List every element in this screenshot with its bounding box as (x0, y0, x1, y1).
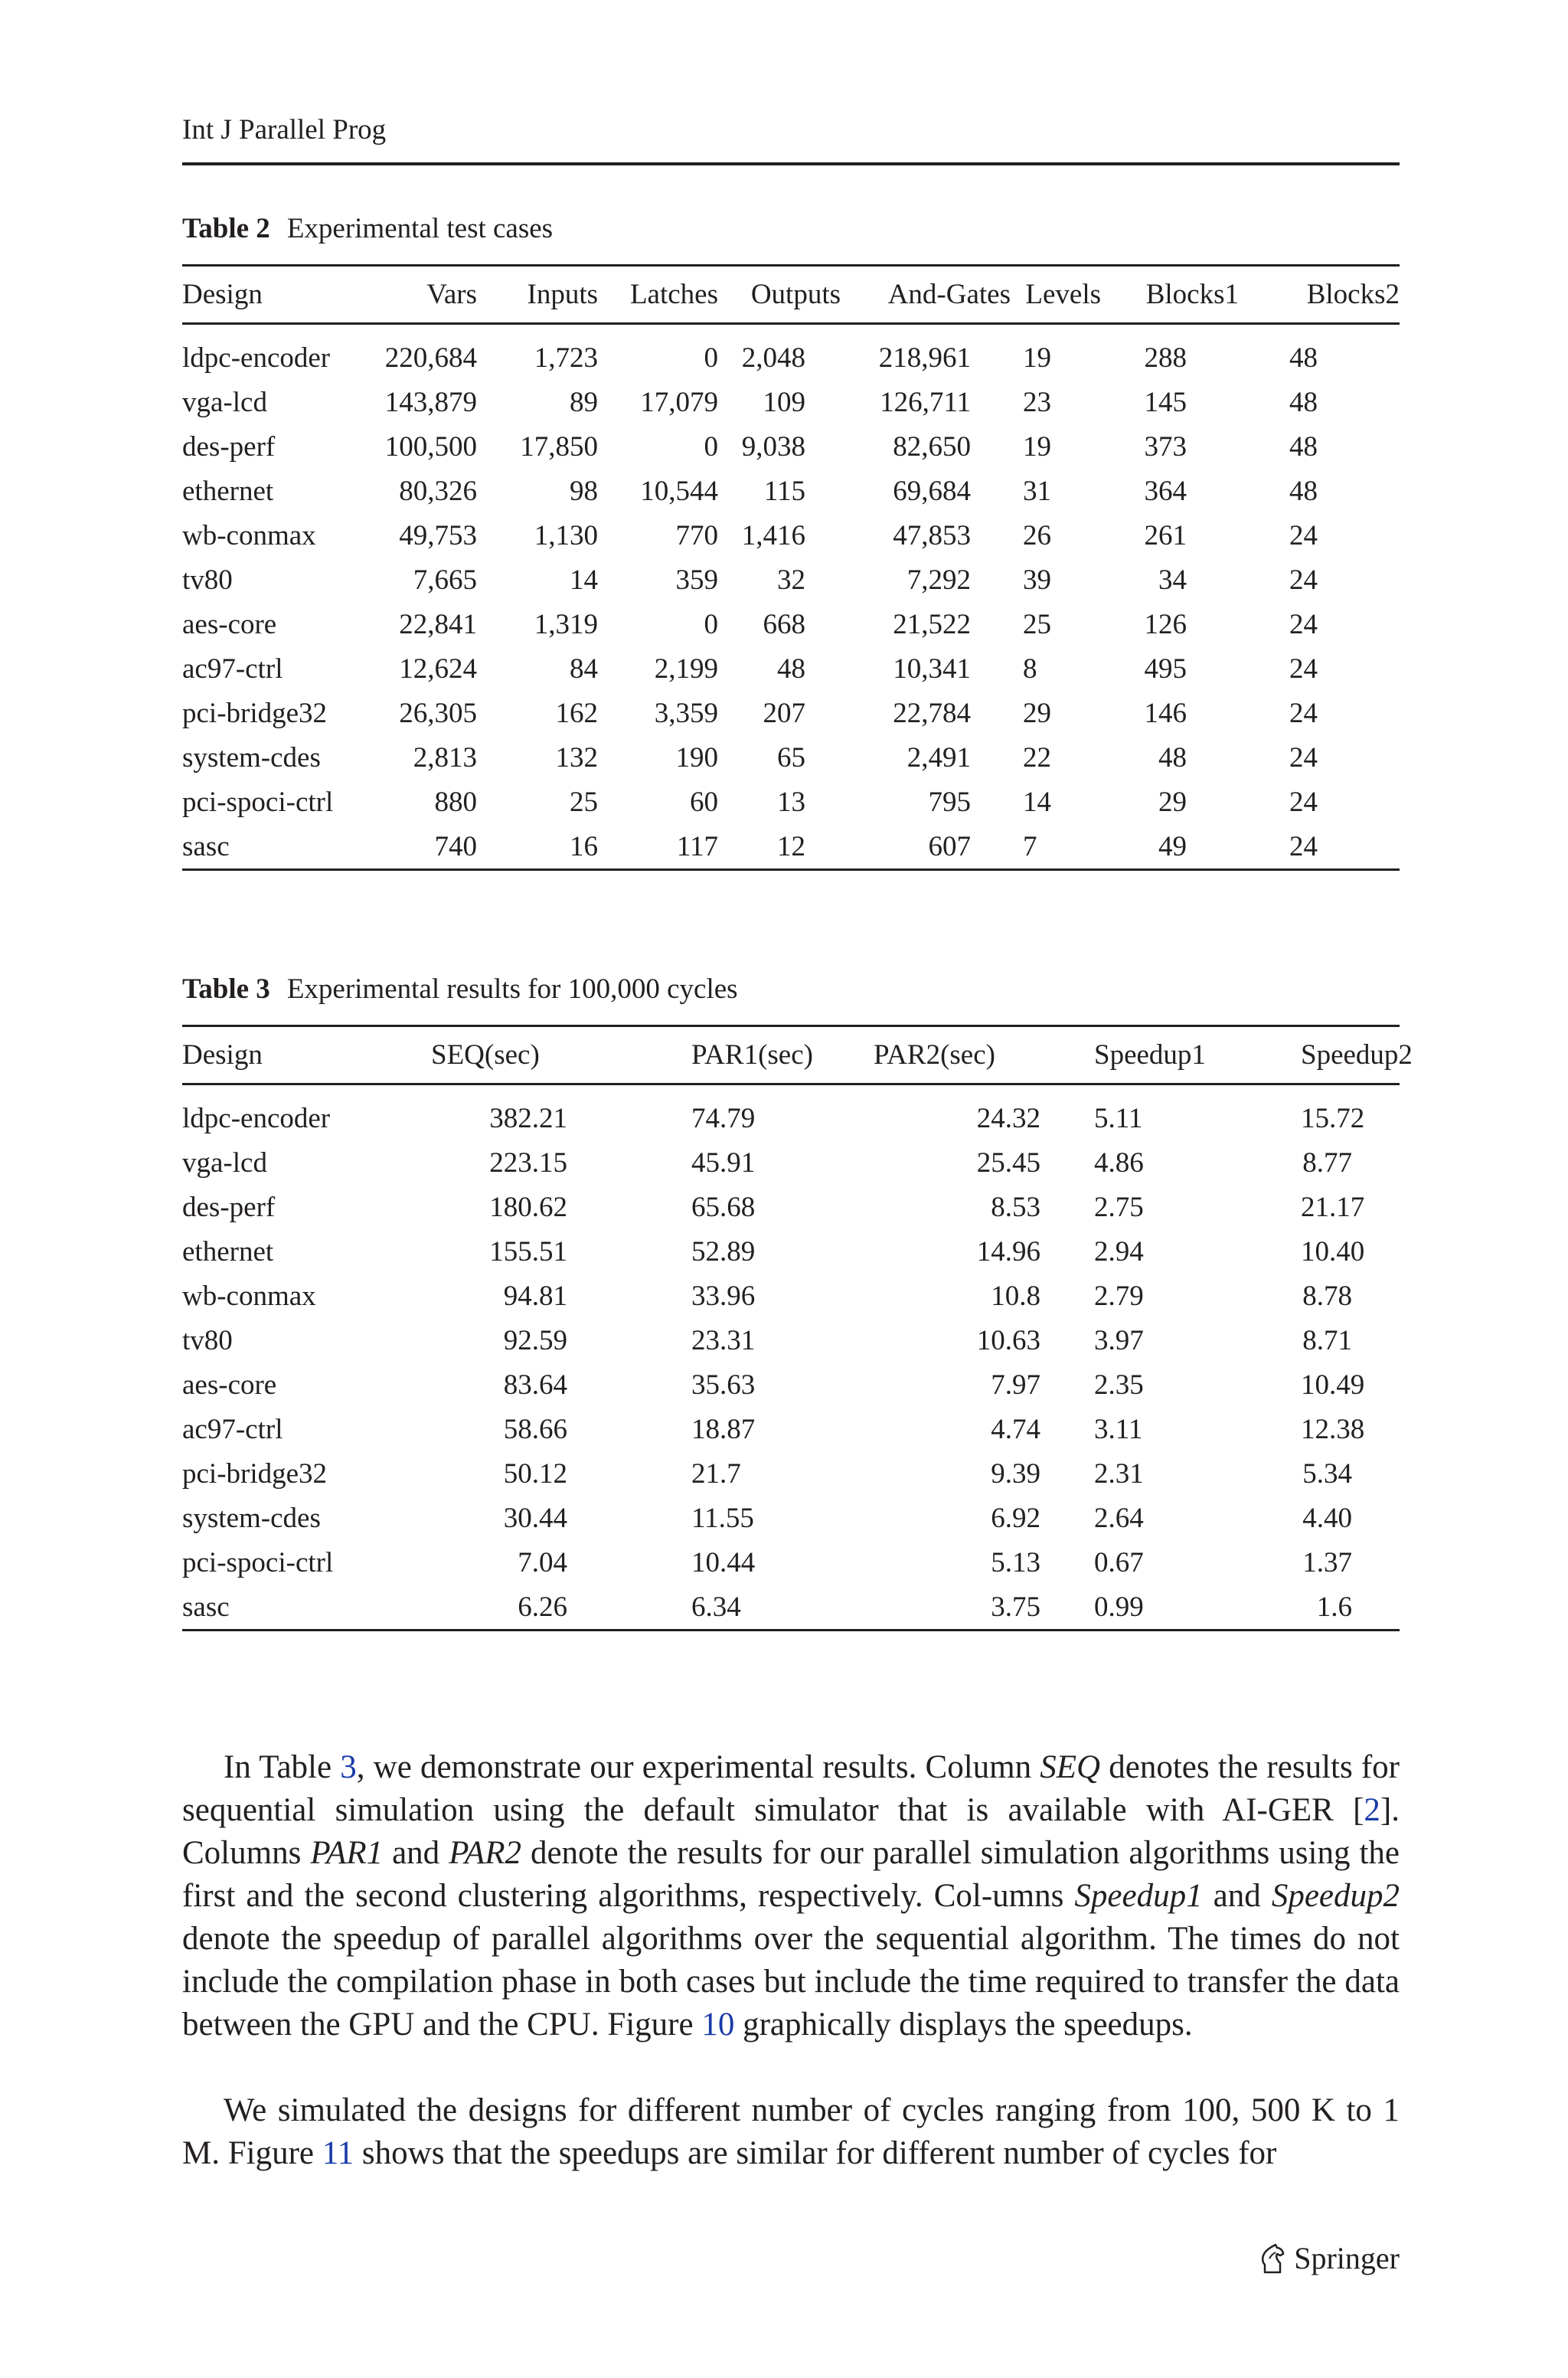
table-cell: 607 (928, 830, 971, 862)
table-cell: 143,879 (384, 386, 477, 418)
table-cell: 74.79 (691, 1102, 756, 1134)
table-cell: 1.37 (1302, 1546, 1352, 1578)
table2-header-outputs: Outputs (750, 279, 841, 310)
table-cell: 33.96 (691, 1280, 756, 1312)
table-cell: vga-lcd (182, 386, 267, 418)
table-row (182, 1185, 1400, 1229)
table-row (182, 1407, 1400, 1451)
table-cell: 21.17 (1301, 1191, 1365, 1223)
table-cell: ac97-ctrl (182, 653, 283, 685)
table-row (182, 1585, 1400, 1631)
table-cell: 12.38 (1301, 1413, 1365, 1445)
table-cell: tv80 (182, 564, 233, 596)
table-cell: 14 (1023, 786, 1051, 818)
table-cell: 7.97 (991, 1369, 1040, 1401)
table-cell: 94.81 (503, 1280, 567, 1312)
table-cell: 5.34 (1302, 1457, 1352, 1490)
table-row (182, 1140, 1400, 1185)
table3-label: Table 3 (182, 973, 270, 1005)
table2-label: Table 2 (182, 213, 270, 244)
table-row (182, 1318, 1400, 1362)
table-cell: 220,684 (384, 342, 477, 374)
header-rule (182, 162, 1400, 165)
table-cell: 2.31 (1094, 1457, 1144, 1490)
table-cell: 39 (1023, 564, 1051, 596)
table3-header-row (182, 1026, 1400, 1084)
table-row (182, 646, 1400, 691)
table-cell: 0.67 (1094, 1546, 1144, 1578)
table-cell: aes-core (182, 608, 277, 640)
table-row (182, 735, 1400, 780)
table-cell: 24 (1289, 564, 1318, 596)
table2-body (182, 324, 1400, 870)
table-cell: 24 (1289, 697, 1318, 729)
table-cell: 207 (763, 697, 805, 729)
table-cell: 18.87 (691, 1413, 756, 1445)
table3-caption (182, 973, 738, 1006)
table2-header-row (182, 266, 1400, 324)
table-cell: 6.26 (518, 1591, 567, 1623)
table-cell: 8.71 (1302, 1324, 1352, 1356)
table-row (182, 324, 1400, 381)
table2-header-levels: Levels (1025, 279, 1101, 310)
table-cell: 668 (763, 608, 805, 640)
table-cell: 12,624 (399, 653, 477, 685)
table-cell: 359 (675, 564, 718, 596)
table-row (182, 1229, 1400, 1274)
table-cell: 880 (434, 786, 477, 818)
paragraph-1: In Table 3, we demonstrate our experimental results. Column SEQ denotes the results for sequential simulation using the default simulator that is available with AI-GER [2]. Columns PAR1 and PAR2 denote the results for our parallel simulation algorithms using the first and the second clustering algorithms, respectively. Col-umns Speedup1 and Speedup2 denote the speedup of parallel algorithms over the sequential algorithm. The times do not include the compilation phase in both cases but include the time required to transfer the data between the GPU and the CPU. Figure 10 graphically displays the speedups. (182, 1749, 1400, 2043)
table-cell: 1,319 (534, 608, 598, 640)
table-cell: 25 (1023, 608, 1051, 640)
table-cell: 2,491 (906, 741, 971, 774)
table-cell: 17,850 (520, 430, 598, 463)
table-cell: wb-conmax (182, 1280, 316, 1312)
table-cell: 4.86 (1094, 1146, 1144, 1179)
table2-header-latches: Latches (629, 279, 718, 310)
table-cell: 2.79 (1094, 1280, 1144, 1312)
table-cell: 48 (777, 653, 805, 685)
table-cell: sasc (182, 830, 230, 862)
table-cell: 45.91 (691, 1146, 756, 1179)
table-cell: 6.92 (991, 1502, 1040, 1534)
table-cell: 10.44 (691, 1546, 756, 1578)
table-cell: des-perf (182, 1191, 276, 1223)
table3-header-par1-sec-: PAR1(sec) (691, 1039, 813, 1071)
table-cell: 795 (928, 786, 971, 818)
table-cell: 364 (1144, 475, 1187, 507)
table-cell: ac97-ctrl (182, 1413, 283, 1445)
table-cell: 19 (1023, 430, 1051, 463)
table-cell: 14.96 (976, 1235, 1040, 1268)
table-row (182, 1362, 1400, 1407)
table-cell: 34 (1158, 564, 1187, 596)
table-cell: aes-core (182, 1369, 277, 1401)
table-cell: 29 (1158, 786, 1187, 818)
table-cell: 145 (1144, 386, 1187, 418)
table-cell: 770 (675, 519, 718, 551)
table-cell: 52.89 (691, 1235, 756, 1268)
table-cell: 24.32 (976, 1102, 1040, 1134)
table-cell: 10,544 (640, 475, 718, 507)
table-cell: 126,711 (880, 386, 971, 418)
springer-horse-icon (1257, 2242, 1288, 2275)
table-cell: 29 (1023, 697, 1051, 729)
table-cell: 7,292 (906, 564, 971, 596)
table-cell: 3.97 (1094, 1324, 1144, 1356)
table-cell: 22 (1023, 741, 1051, 774)
table-cell: 1,416 (741, 519, 805, 551)
table-cell: 0 (704, 430, 718, 463)
table-row (182, 691, 1400, 735)
table-cell: 117 (676, 830, 718, 862)
table-cell: 17,079 (640, 386, 718, 418)
table-cell: 48 (1289, 342, 1318, 374)
table-cell: 89 (570, 386, 598, 418)
table-cell: 48 (1158, 741, 1187, 774)
table-cell: 30.44 (503, 1502, 567, 1534)
ref-table-3[interactable]: 3 (340, 1749, 357, 1785)
table-cell: 80,326 (399, 475, 477, 507)
table-cell: 180.62 (489, 1191, 567, 1223)
table-cell: wb-conmax (182, 519, 316, 551)
table-cell: 21.7 (691, 1457, 741, 1490)
table-cell: 8.77 (1302, 1146, 1352, 1179)
table-row (182, 1274, 1400, 1318)
table-cell: 223.15 (489, 1146, 567, 1179)
table-cell: 190 (675, 741, 718, 774)
table2-header-and-gates: And-Gates (887, 279, 1011, 310)
table-cell: 11.55 (691, 1502, 754, 1534)
table-cell: 155.51 (489, 1235, 567, 1268)
table-cell: 0.99 (1094, 1591, 1144, 1623)
journal-header: Int J Parallel Prog (182, 114, 387, 146)
table-cell: vga-lcd (182, 1146, 267, 1179)
table-row (182, 1496, 1400, 1540)
table-cell: 14 (570, 564, 598, 596)
table-row (182, 380, 1400, 424)
table-cell: ldpc-encoder (182, 1102, 331, 1134)
table-cell: 49 (1158, 830, 1187, 862)
table-cell: 25.45 (976, 1146, 1040, 1179)
table-cell: 83.64 (503, 1369, 567, 1401)
term-par2: PAR2 (449, 1835, 521, 1871)
table3-header-seq-sec-: SEQ(sec) (431, 1039, 540, 1071)
table-cell: 98 (570, 475, 598, 507)
table-cell: pci-bridge32 (182, 1457, 328, 1490)
table-cell: 13 (777, 786, 805, 818)
table-cell: 109 (763, 386, 805, 418)
table-cell: 10.8 (991, 1280, 1040, 1312)
table-cell: 2.94 (1094, 1235, 1144, 1268)
table3-header-speedup1: Speedup1 (1094, 1039, 1206, 1071)
table-cell: 10,341 (893, 653, 971, 685)
table-cell: 382.21 (489, 1102, 567, 1134)
table-cell: 21,522 (893, 608, 971, 640)
table-cell: ethernet (182, 1235, 274, 1268)
table-cell: 69,684 (893, 475, 971, 507)
table-cell: 8.53 (991, 1191, 1040, 1223)
table-cell: 8 (1023, 653, 1037, 685)
table-row (182, 513, 1400, 558)
table-cell: 25 (570, 786, 598, 818)
table-cell: 58.66 (503, 1413, 567, 1445)
ref-aiger[interactable]: 2 (1364, 1792, 1380, 1828)
table-cell: 24 (1289, 653, 1318, 685)
table-cell: 0 (704, 342, 718, 374)
table-cell: 31 (1023, 475, 1051, 507)
table-cell: 22,841 (399, 608, 477, 640)
table2-caption (182, 212, 553, 245)
table-cell: 10.40 (1301, 1235, 1365, 1268)
table-cell: 7,665 (413, 564, 477, 596)
table3-header-speedup2: Speedup2 (1301, 1039, 1413, 1071)
table-cell: ethernet (182, 475, 274, 507)
table-cell: 126 (1144, 608, 1187, 640)
publisher-name: Springer (1294, 2241, 1400, 2275)
table2-header-inputs: Inputs (527, 279, 598, 310)
table-cell: 4.74 (991, 1413, 1040, 1445)
table-cell: 0 (704, 608, 718, 640)
ref-figure-10[interactable]: 10 (701, 2007, 735, 2043)
table-cell: 3.11 (1094, 1413, 1143, 1445)
table-cell: 288 (1144, 342, 1187, 374)
table-cell: 47,853 (893, 519, 971, 551)
table-cell: 26 (1023, 519, 1051, 551)
table-cell: 50.12 (503, 1457, 567, 1490)
table-cell: 35.63 (691, 1369, 756, 1401)
table-cell: 2,813 (413, 741, 477, 774)
table2-header-blocks2: Blocks2 (1306, 279, 1400, 310)
table-cell: des-perf (182, 430, 276, 463)
table-cell: 2,199 (654, 653, 718, 685)
term-seq: SEQ (1040, 1749, 1101, 1785)
table-row (182, 780, 1400, 824)
table-row (182, 1084, 1400, 1141)
table-cell: 24 (1289, 741, 1318, 774)
paragraph-2: We simulated the designs for different number of cycles ranging from 100, 500 K to 1 M. Figure 11 shows that the speedups are similar for different number of cycles for (182, 2092, 1400, 2171)
table-cell: 100,500 (384, 430, 477, 463)
table-cell: 8.78 (1302, 1280, 1352, 1312)
table-cell: 15.72 (1301, 1102, 1365, 1134)
table-cell: 1.6 (1316, 1591, 1352, 1623)
table-cell: 82,650 (893, 430, 971, 463)
table-cell: 24 (1289, 608, 1318, 640)
table-row (182, 602, 1400, 646)
table-cell: pci-spoci-ctrl (182, 1546, 334, 1578)
table2-header-vars: Vars (426, 279, 477, 310)
table-cell: 6.34 (691, 1591, 741, 1623)
table-cell: 115 (763, 475, 805, 507)
table-cell: 10.63 (976, 1324, 1040, 1356)
table-cell: pci-spoci-ctrl (182, 786, 334, 818)
table-cell: 32 (777, 564, 805, 596)
term-par1: PAR1 (310, 1835, 384, 1871)
table-cell: 16 (570, 830, 598, 862)
table-cell: 261 (1144, 519, 1187, 551)
table2 (182, 264, 1400, 871)
table-cell: 60 (690, 786, 718, 818)
table-cell: sasc (182, 1591, 230, 1623)
table-cell: 162 (555, 697, 598, 729)
table-cell: 92.59 (503, 1324, 567, 1356)
table-cell: 132 (555, 741, 598, 774)
table-cell: 23.31 (691, 1324, 756, 1356)
table-cell: 740 (434, 830, 477, 862)
table-cell: 4.40 (1302, 1502, 1352, 1534)
table-cell: tv80 (182, 1324, 233, 1356)
table-cell: 7 (1023, 830, 1037, 862)
springer-logo (1257, 2240, 1400, 2276)
table-cell: 24 (1289, 830, 1318, 862)
table-cell: 7.04 (518, 1546, 567, 1578)
table2-caption-text: Experimental test cases (286, 213, 554, 244)
table-cell: 24 (1289, 519, 1318, 551)
term-speedup1: Speedup1 (1074, 1878, 1203, 1914)
table-cell: 3,359 (654, 697, 718, 729)
table-cell: 48 (1289, 430, 1318, 463)
table-cell: 218,961 (878, 342, 971, 374)
table2-header-blocks1: Blocks1 (1145, 279, 1239, 310)
table-row (182, 1451, 1400, 1496)
table3-caption-text: Experimental results for 100,000 cycles (286, 973, 738, 1005)
table-row (182, 1540, 1400, 1585)
table-cell: ldpc-encoder (182, 342, 331, 374)
table-cell: 5.11 (1094, 1102, 1143, 1134)
table-cell: 9.39 (991, 1457, 1040, 1490)
table-cell: 19 (1023, 342, 1051, 374)
table-cell: 2.35 (1094, 1369, 1144, 1401)
table-cell: 9,038 (741, 430, 805, 463)
table-cell: 2.75 (1094, 1191, 1144, 1223)
table-cell: 1,130 (534, 519, 598, 551)
table-cell: 48 (1289, 475, 1318, 507)
table-cell: 22,784 (893, 697, 971, 729)
table-cell: system-cdes (182, 1502, 321, 1534)
table-row (182, 824, 1400, 870)
table-cell: 12 (777, 830, 805, 862)
table3-header-design: Design (182, 1039, 263, 1071)
table3-body (182, 1084, 1400, 1631)
table-cell: 2,048 (741, 342, 805, 374)
table-cell: 3.75 (991, 1591, 1040, 1623)
table3-header-par2-sec-: PAR2(sec) (874, 1039, 995, 1071)
table-cell: 2.64 (1094, 1502, 1144, 1534)
ref-figure-11[interactable]: 11 (322, 2135, 354, 2171)
table-cell: 26,305 (399, 697, 477, 729)
table-cell: 5.13 (991, 1546, 1040, 1578)
table2-header-design: Design (182, 279, 263, 310)
table-cell: pci-bridge32 (182, 697, 328, 729)
table-cell: 146 (1144, 697, 1187, 729)
table-cell: 84 (570, 653, 598, 685)
table-cell: 49,753 (399, 519, 477, 551)
table-cell: 65.68 (691, 1191, 756, 1223)
table-cell: 48 (1289, 386, 1318, 418)
table-cell: 373 (1144, 430, 1187, 463)
table-row (182, 558, 1400, 602)
table-cell: 10.49 (1301, 1369, 1365, 1401)
table-cell: 24 (1289, 786, 1318, 818)
table-cell: 495 (1144, 653, 1187, 685)
table-cell: 1,723 (534, 342, 598, 374)
term-speedup2: Speedup2 (1271, 1878, 1400, 1914)
table-cell: 23 (1023, 386, 1051, 418)
table-cell: 65 (777, 741, 805, 774)
table-row (182, 469, 1400, 513)
table3 (182, 1025, 1413, 1631)
table-row (182, 424, 1400, 469)
table-cell: system-cdes (182, 741, 321, 774)
